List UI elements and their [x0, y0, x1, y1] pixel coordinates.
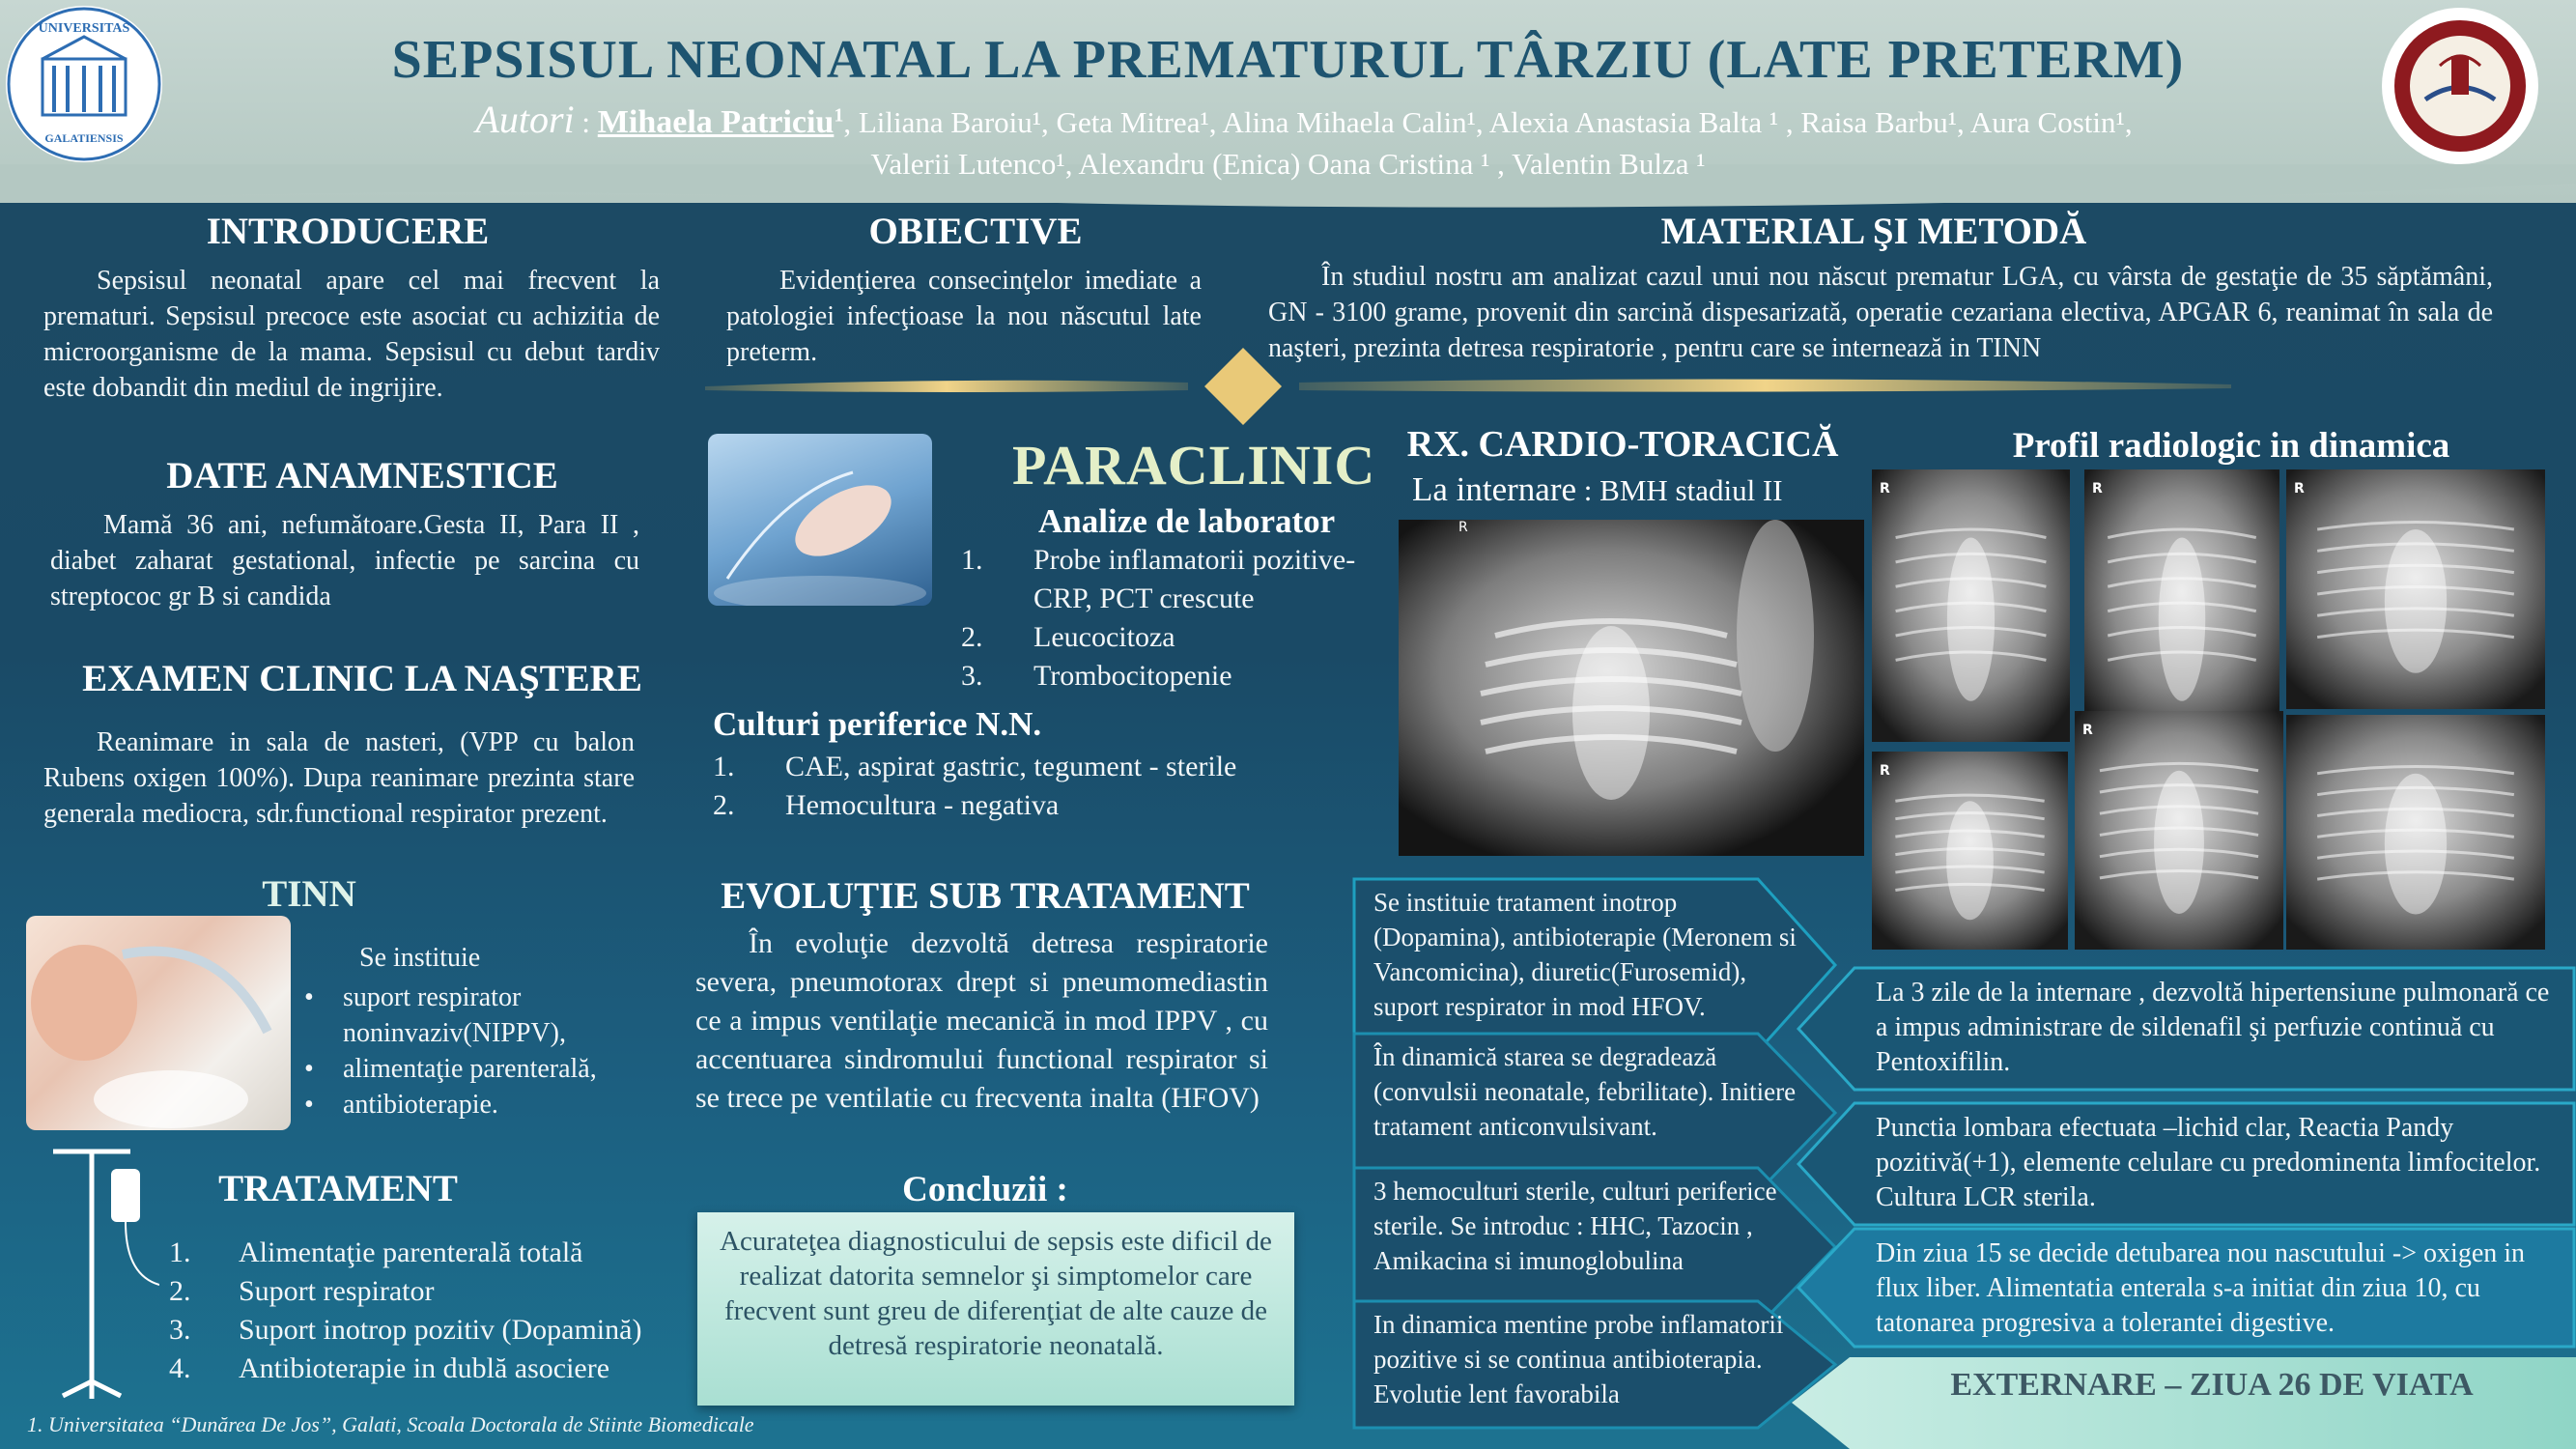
lead-author: Mihaela Patriciu — [597, 104, 835, 140]
evolutie-text: În evoluţie dezvoltă detresa respiratorie severa, pneumotorax drept si pneumomediastin ce a impus ventilaţie mecanică in mod IPPV , cu accentuarea sindromului functional respirator si se trece pe ventilatie cu frecventa inalta (HFOV) — [695, 927, 1268, 1114]
coauthors-1: , Liliana Baroiu¹, Geta Mitrea¹, Alina Mihaela Calin¹, Alexia Anastasia Balta ¹ , Raisa Barbu¹, Aura Costin¹, — [843, 105, 2133, 139]
lead-author-sup: 1 — [834, 104, 844, 127]
xray-followup-3 — [2286, 469, 2545, 709]
timeline-left-box — [1352, 1299, 1845, 1430]
timeline-right-box — [1797, 966, 2576, 1092]
material-heading: MATERIAL ŞI METODĂ — [1660, 211, 2087, 252]
xray-followup-4 — [1872, 752, 2068, 950]
xray-marker: R — [2294, 481, 2305, 497]
material-text: În studiul nostru am analizat cazul unui nou născut prematur LGA, cu vârsta de gestaţie de 35 săptămâni, GN - 3100 grame, provenit din sarcină dispesarizată, operatie cezariana electiva, APGAR 6, reanimat în sala de naşteri, prezinta detresa respiratorie , pentru care se internează in TINN — [1268, 262, 2493, 363]
anamnestice-text: Mamă 36 ani, nefumătoare.Gesta II, Para II , diabet zaharat gestational, infectie pe sarcina cu streptococ gr B si candida — [50, 510, 639, 611]
list-item: 2. Leucocitoza — [961, 621, 1175, 653]
authors-separator: : — [574, 105, 598, 139]
list-item: • antibioterapie. — [304, 1090, 498, 1120]
examen-clinic-text: Reanimare in sala de nasteri, (VPP cu balon Rubens oxigen 100%). Dupa reanimare prezinta stare generala mediocra, sdr.functional respirator prezent. — [43, 727, 635, 829]
list-item: • suport respirator noninvaziv(NIPPV), — [304, 982, 566, 1048]
tratament-heading: TRATAMENT — [218, 1168, 458, 1209]
iv-drip-icon — [43, 1140, 159, 1401]
baby-feet-photo — [708, 434, 932, 606]
lab-heading: Analize de laborator — [1038, 502, 1336, 540]
list-item: 1. Probe inflamatorii pozitive- CRP, PCT crescute — [961, 544, 1356, 614]
faculty-seal-right — [2382, 8, 2538, 164]
authors-line-1 — [193, 97, 2415, 142]
evolutie-heading: EVOLUŢIE SUB TRATAMENT — [721, 875, 1250, 917]
timeline-left-box — [1352, 877, 1845, 1053]
timeline-right-box — [1797, 1227, 2576, 1349]
xray-followup-1 — [1872, 469, 2070, 742]
list-item: • alimentaţie parenterală, — [304, 1054, 597, 1084]
timeline-right-text: Punctia lombara efectuata –lichid clar, Reactia Pandy pozitivă(+1), elemente celulare cu predominenta limfocitelor. Cultura LCR sterila. — [1876, 1113, 2541, 1212]
timeline-left-text: Se instituie tratament inotrop (Dopamina), antibioterapie (Meronem si Vancomicina), diuretic(Furosemid), suport respirator in mod HFOV. — [1373, 888, 1797, 1021]
examen-clinic-heading: EXAMEN CLINIC LA NAŞTERE — [82, 658, 642, 699]
concluzii-text: Acurateţea diagnosticului de sepsis este dificil de realizat datorita semnelor şi simptomelor care frecvent sunt greu de diferenţiat de alte cauze de detresă respiratorie neonatală. — [720, 1226, 1272, 1361]
logo-text-bottom: GALATIENSIS — [44, 131, 124, 145]
tratament-list — [169, 1234, 710, 1388]
introducere-text: Sepsisul neonatal apare cel mai frecvent la prematuri. Sepsisul precoce este asociat cu achizitia de microorganisme de la mama. Sepsisul cu debut tardiv este dobandit din mediul de ingrijire. — [43, 266, 660, 403]
xray-followup-2 — [2084, 469, 2279, 742]
xray-followup-6 — [2286, 715, 2545, 950]
xray-marker: R — [2082, 723, 2093, 738]
footnote: 1. Universitatea “Dunărea De Jos”, Galati, Scoala Doctorala de Stiinte Biomedicale — [27, 1412, 754, 1436]
xray-marker: R — [1880, 763, 1890, 779]
profil-heading: Profil radiologic in dinamica — [2012, 426, 2450, 466]
timeline-right-box — [1797, 1101, 2576, 1227]
culturi-list — [713, 748, 1312, 825]
authors-line-2: Valerii Lutenco¹, Alexandru (Enica) Oana Cristina ¹ , Valentin Bulza ¹ — [870, 147, 1706, 181]
tinn-heading: TINN — [262, 873, 356, 915]
xray-marker: R — [2092, 481, 2103, 497]
authors-label: Autori — [475, 98, 575, 141]
anamnestice-heading: DATE ANAMNESTICE — [166, 455, 558, 497]
list-item: 4. Antibioterapie in dublă asociere — [169, 1352, 610, 1384]
poster-title: SEPSISUL NEONATAL LA PREMATURUL TÂRZIU (LATE PRETERM) — [391, 30, 2185, 90]
list-item: 1. Alimentaţie parenterală totală — [169, 1236, 583, 1268]
externare-label: EXTERNARE – ZIUA 26 DE VIATA — [1950, 1367, 2474, 1403]
xray-followup-5 — [2075, 711, 2283, 950]
list-item: 2. Hemocultura - negativa — [713, 789, 1060, 821]
obiective-heading: OBIECTIVE — [868, 211, 1083, 252]
obiective-text: Evidenţierea consecinţelor imediate a patologiei infecţioase la nou născutul late preterm. — [726, 266, 1202, 367]
timeline-right-text: Din ziua 15 se decide detubarea nou nascutului -> oxigen in flux liber. Alimentatia enterala s-a initiat din ziua 10, cu tatonarea progresiva a tolerantei digestive. — [1876, 1238, 2526, 1338]
culturi-heading: Culturi periferice N.N. — [713, 705, 1042, 743]
xray-marker: R — [1458, 520, 1468, 535]
timeline-left-text: In dinamica mentine probe inflamatorii pozitive si se continua antibioterapia. Evolutie lent favorabila — [1373, 1310, 1784, 1408]
xray-marker: R — [1880, 481, 1890, 497]
gold-divider — [705, 346, 2231, 433]
list-item: 2. Suport respirator — [169, 1275, 435, 1307]
xray-admission — [1399, 520, 1864, 856]
timeline-right-text: La 3 zile de la internare , dezvoltă hipertensiune pulmonară ce a impus administrare de sildenafil şi perfuzie continuă cu Pentoxifilin. — [1876, 978, 2550, 1077]
introducere-heading: INTRODUCERE — [206, 211, 490, 252]
university-logo-left — [6, 6, 162, 162]
lab-list — [961, 541, 1396, 696]
timeline-left-text: În dinamică starea se degradează (convulsii neonatale, febrilitate). Initiere tratament anticonvulsivant. — [1373, 1042, 1797, 1141]
tinn-intro: Se instituie — [359, 943, 481, 973]
nicu-baby-photo — [26, 916, 291, 1130]
concluzii-heading: Concluzii : — [902, 1170, 1068, 1209]
rx-heading: RX. CARDIO-TORACICĂ — [1406, 424, 1839, 465]
list-item: 3. Suport inotrop pozitiv (Dopamină) — [169, 1314, 642, 1346]
timeline-left-text: 3 hemoculturi sterile, culturi periferice sterile. Se introduc : HHC, Tazocin , Amikacina si imunoglobulina — [1373, 1177, 1777, 1275]
logo-text-top: UNIVERSITAS — [38, 21, 130, 36]
rx-subtitle: La internare : BMH stadiul II — [1412, 470, 1783, 508]
list-item: 1. CAE, aspirat gastric, tegument - sterile — [713, 751, 1237, 782]
paraclinic-heading: PARACLINIC — [1012, 434, 1376, 497]
tinn-list — [304, 980, 633, 1122]
list-item: 3. Trombocitopenie — [961, 660, 1232, 692]
concluzii-box — [697, 1212, 1294, 1406]
